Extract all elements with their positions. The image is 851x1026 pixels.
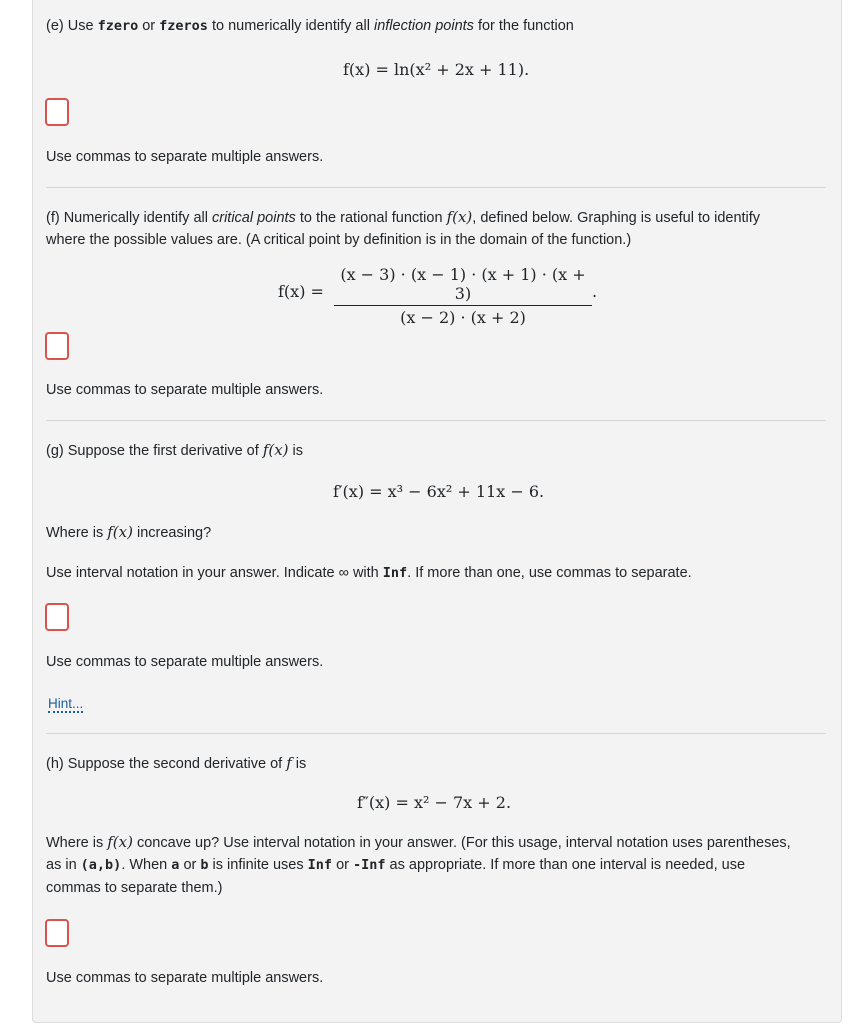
- part-g-formula: f′(x) = x³ − 6x² + 11x − 6.: [333, 482, 545, 501]
- part-f-prompt-line1: (f) Numerically identify all critical points to the rational function f(x), defined below. Graphing is useful to identify: [46, 208, 761, 226]
- part-e-answer-input[interactable]: [45, 98, 69, 126]
- part-h-question-line1: Where is f(x) concave up? Use interval notation in your answer. (For this usage, interval notation uses parentheses,: [46, 833, 791, 851]
- part-f-answer-note: Use commas to separate multiple answers.: [46, 382, 324, 398]
- part-e-prompt: (e) Use fzero or fzeros to numerically identify all inflection points for the function: [46, 18, 574, 34]
- part-h-answer-input[interactable]: [45, 919, 69, 947]
- part-h-prompt: (h) Suppose the second derivative of f is: [46, 754, 307, 772]
- part-f-numerator: (x − 3) · (x − 1) · (x + 1) · (x + 3): [340, 265, 586, 303]
- fraction-bar: [334, 305, 592, 306]
- part-h-formula: f″(x) = x² − 7x + 2.: [357, 793, 512, 812]
- part-e-formula: f(x) = ln(x² + 2x + 11).: [343, 60, 530, 79]
- part-f-answer-input[interactable]: [45, 332, 69, 360]
- part-g-prompt: (g) Suppose the first derivative of f(x) is: [46, 441, 304, 459]
- part-g-answer-note: Use commas to separate multiple answers.: [46, 654, 324, 670]
- divider: [46, 733, 826, 734]
- part-h-question-line3: commas to separate them.): [46, 880, 223, 896]
- part-f-denominator: (x − 2) · (x + 2): [400, 308, 526, 327]
- part-f-prompt-line2: where the possible values are. (A critical point by definition is in the domain of the function.): [46, 232, 632, 248]
- part-f-fraction: [334, 265, 592, 327]
- divider: [46, 420, 826, 421]
- part-g-question: Where is f(x) increasing?: [46, 523, 212, 541]
- part-g-answer-input[interactable]: [45, 603, 69, 631]
- part-h-answer-note: Use commas to separate multiple answers.: [46, 970, 324, 986]
- part-f-period: .: [592, 282, 598, 301]
- part-e-answer-note: Use commas to separate multiple answers.: [46, 149, 324, 165]
- part-g-instructions: Use interval notation in your answer. Indicate ∞ with Inf. If more than one, use commas to separate.: [46, 565, 692, 581]
- divider: [46, 187, 826, 188]
- hint-link[interactable]: Hint...: [48, 696, 84, 711]
- part-f-formula-lhs: f(x) =: [278, 282, 324, 301]
- part-h-question-line2: as in (a,b). When a or b is infinite uses Inf or -Inf as appropriate. If more than one interval is needed, use: [46, 857, 746, 873]
